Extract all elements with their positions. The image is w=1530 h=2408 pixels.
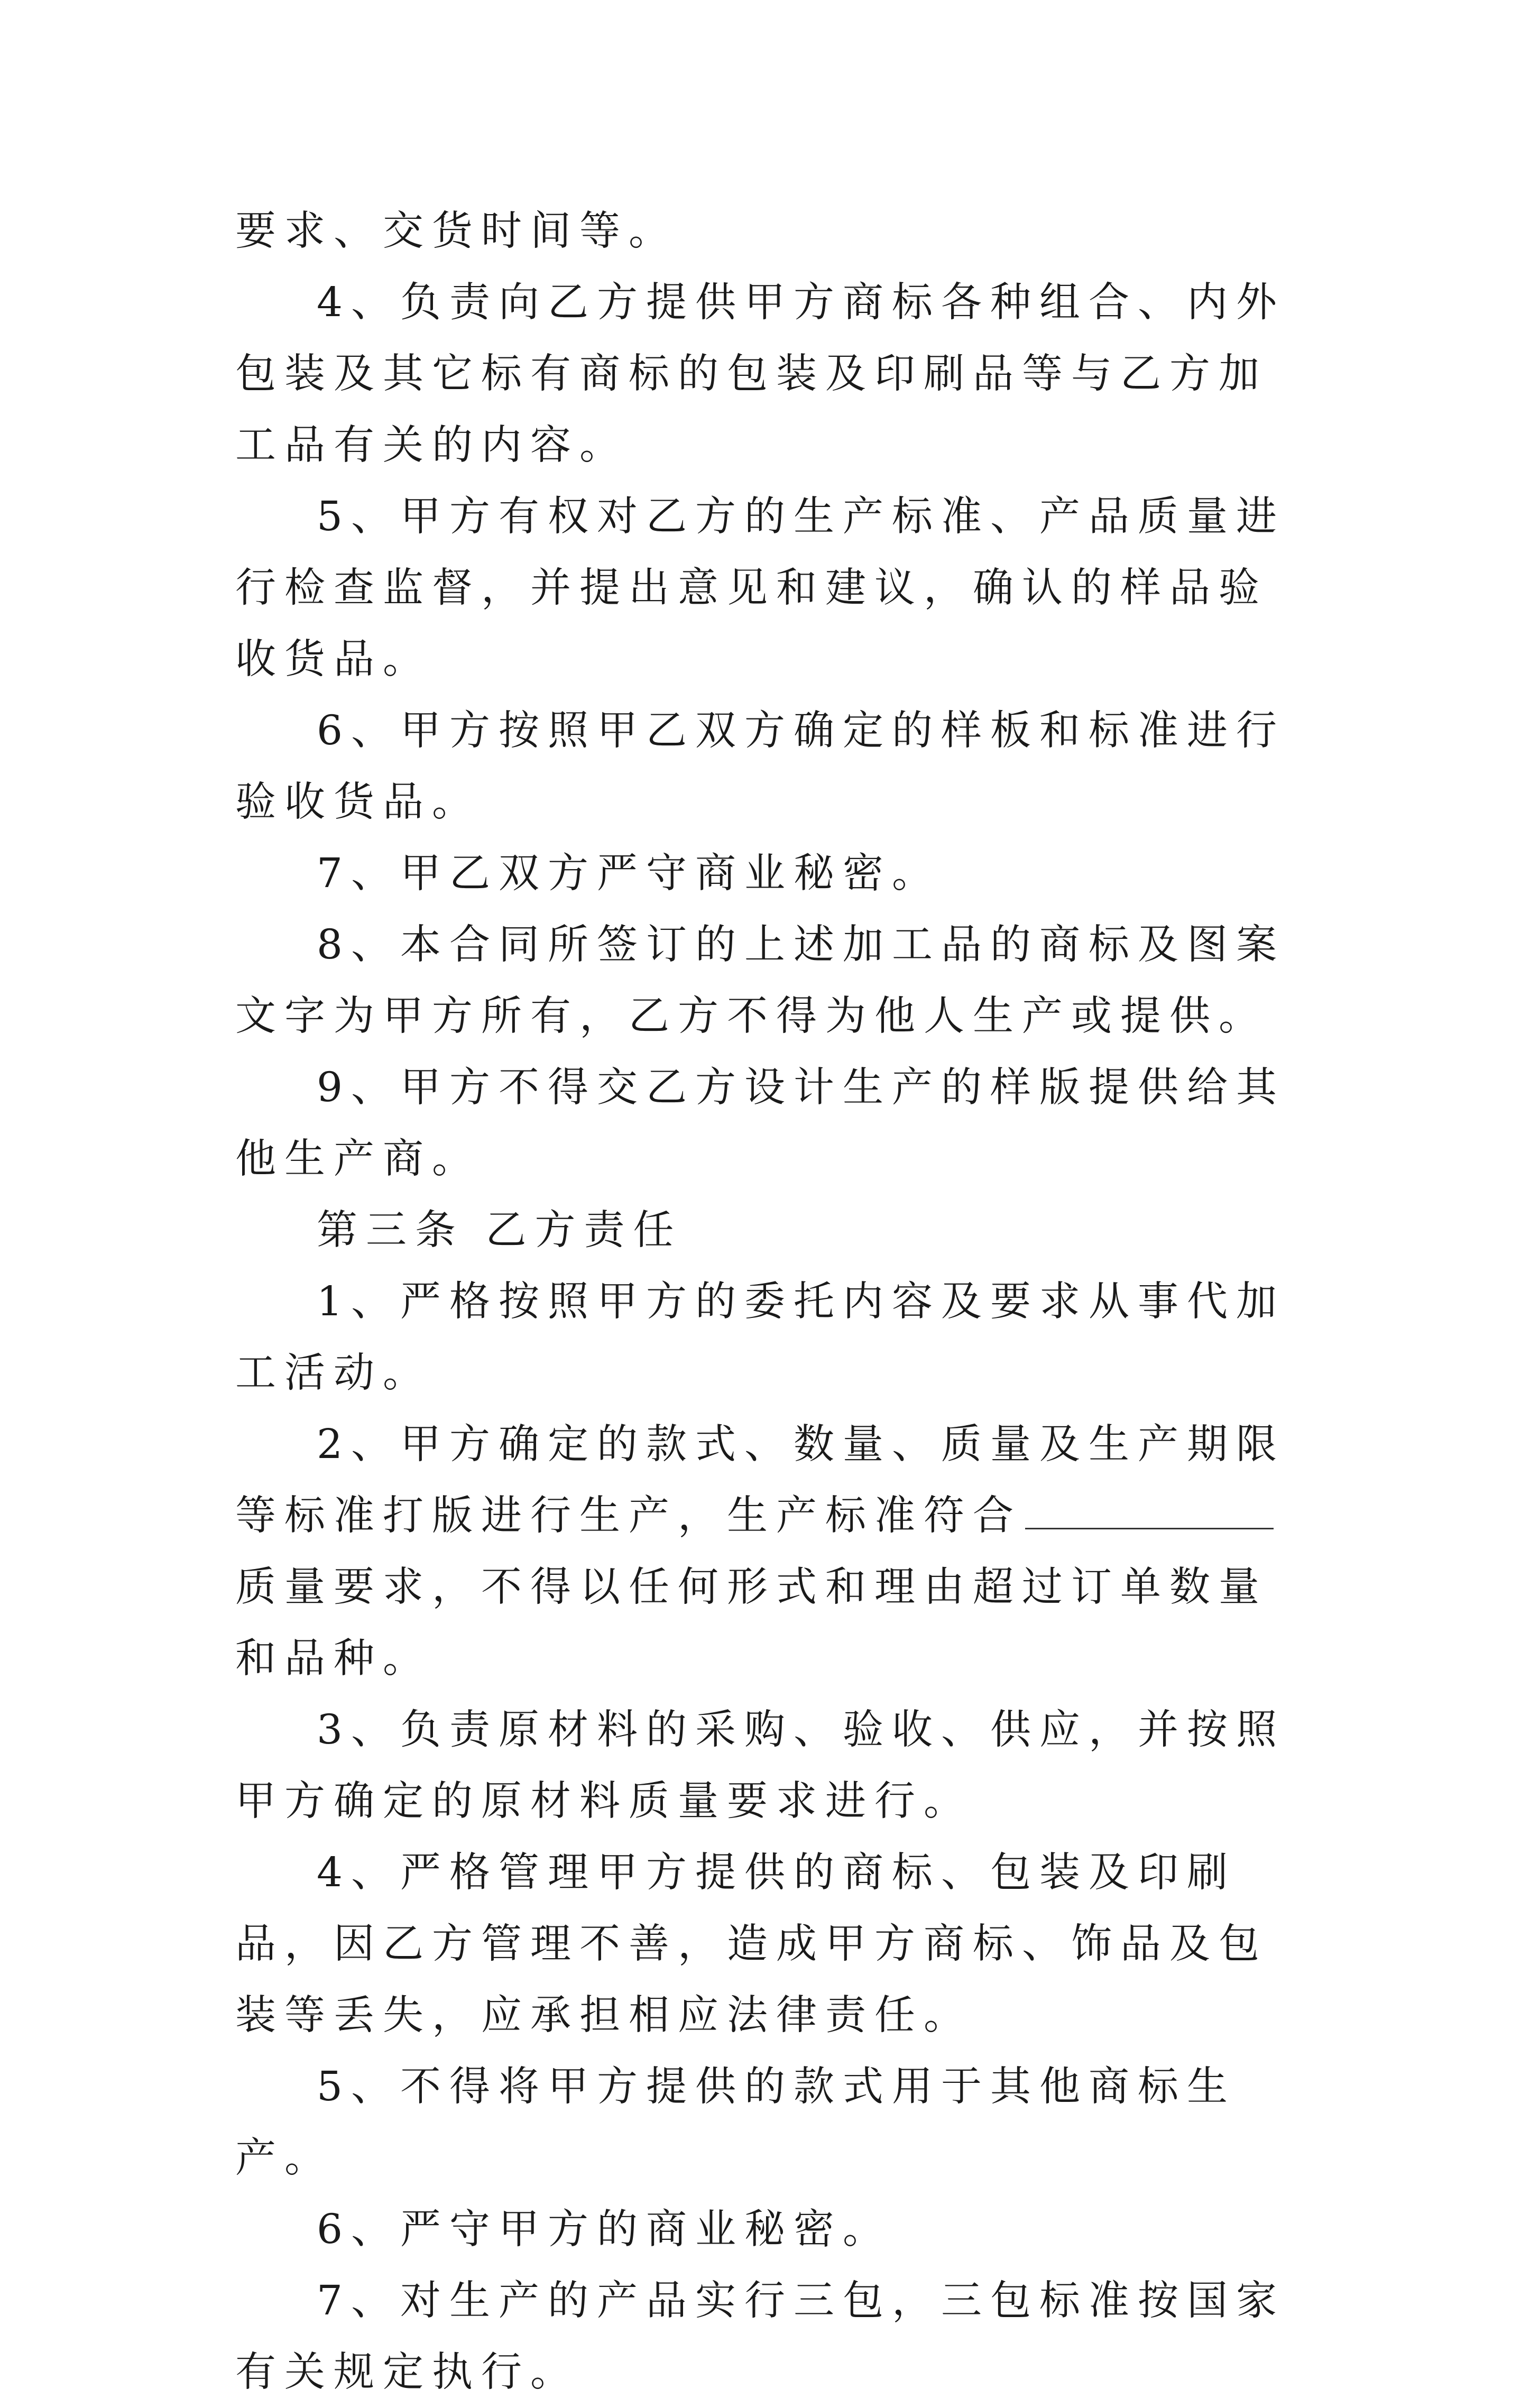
clause-b-6: 6、严守甲方的商业秘密。 (317, 2206, 892, 2253)
clause-a-4: 4、负责向乙方提供甲方商标各种组合、内外包装及其它标有商标的包装及印刷品等与乙方加工品有关的内容。 (235, 279, 1285, 469)
section-heading-article-3: 第三条 乙方责任 (317, 1207, 683, 1254)
fill-in-blank (1025, 1496, 1274, 1529)
clause-a-9: 9、甲方不得交乙方设计生产的样版提供给其他生产商。 (235, 1064, 1285, 1183)
clause-a-8: 8、本合同所签订的上述加工品的商标及图案文字为甲方所有，乙方不得为他人生产或提供。 (235, 921, 1285, 1040)
clause-a-7: 7、甲乙双方严守商业秘密。 (317, 850, 941, 897)
paragraph-continuation: 要求、交货时间等。 (235, 208, 678, 255)
clause-b-4: 4、严格管理甲方提供的商标、包装及印刷品，因乙方管理不善，造成甲方商标、饰品及包装等丢失，应承担相应法律责任。 (235, 1849, 1268, 2039)
clause-a-5: 5、甲方有权对乙方的生产标准、产品质量进行检查监督，并提出意见和建议，确认的样品验收货品。 (235, 493, 1285, 683)
clause-b-1: 1、严格按照甲方的委托内容及要求从事代加工活动。 (235, 1278, 1285, 1397)
clause-b-3: 3、负责原材料的采购、验收、供应，并按照甲方确定的原材料质量要求进行。 (235, 1706, 1285, 1825)
document-body (235, 196, 1308, 2408)
clause-b-2 (235, 1409, 1308, 1694)
clause-a-6: 6、甲方按照甲乙双方确定的样板和标准进行验收货品。 (235, 707, 1285, 826)
clause-b-2-before: 2、甲方确定的款式、数量、质量及生产期限等标准打版进行生产，生产标准符合 (235, 1421, 1285, 1539)
clause-b-7: 7、对生产的产品实行三包，三包标准按国家有关规定执行。 (235, 2277, 1285, 2396)
clause-b-2-after: 质量要求，不得以任何形式和理由超过订单数量和品种。 (235, 1564, 1268, 1682)
clause-b-5: 5、不得将甲方提供的款式用于其他商标生产。 (235, 2063, 1236, 2182)
